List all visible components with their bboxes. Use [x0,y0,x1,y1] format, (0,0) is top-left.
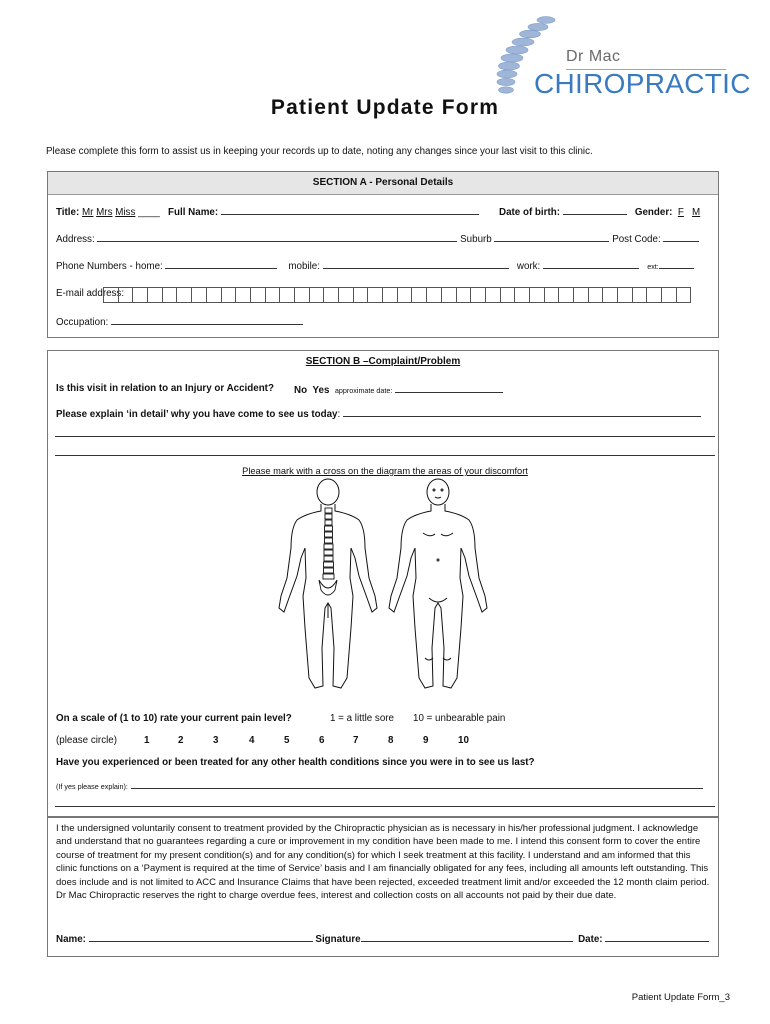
occupation-field[interactable] [111,315,303,325]
pain-scale-7[interactable]: 7 [353,735,359,746]
name-field[interactable] [89,932,313,942]
home-label: - home: [129,261,163,272]
title-label: Title: [56,207,80,218]
pain-scale-5[interactable]: 5 [284,735,290,746]
pain-scale-6[interactable]: 6 [319,735,325,746]
dob-field[interactable] [563,205,627,215]
other-conditions-question: Have you experienced or been treated for any other health conditions since you were in to see us last? [56,757,535,768]
injury-yes-option[interactable]: Yes [312,385,330,396]
full-name-label: Full Name: [168,207,219,218]
other-conditions-field-1[interactable] [131,779,703,789]
intro-text: Please complete this form to assist us in keeping your records up to date, noting any changes since your last visit to this clinic. [46,146,593,157]
title-option-mr[interactable]: Mr [81,207,94,218]
body-back-figure [279,479,377,688]
email-label: E-mail address: [56,288,125,299]
signature-row [56,932,709,945]
logo-text-chiropractic: CHIROPRACTIC [534,68,751,99]
other-conditions-field-2[interactable] [55,806,715,807]
clinic-logo [488,12,751,99]
pain-scale-1[interactable]: 1 [144,735,150,746]
approx-date-field[interactable] [395,383,503,393]
email-input-grid[interactable] [103,287,691,303]
dob-gender-row [499,205,700,218]
pain-scale-10[interactable]: 10 [458,735,469,746]
pain-high-label: 10 = unbearable pain [413,713,506,724]
logo-text-drmac: Dr Mac [566,48,621,65]
section-a-heading: SECTION A - Personal Details [48,172,718,195]
mobile-phone-field[interactable] [323,259,509,269]
pain-scale-3[interactable]: 3 [213,735,219,746]
section-b-heading: SECTION B –Complaint/Problem [48,351,718,373]
occupation-row [56,315,303,328]
explain-field-line-3[interactable] [55,455,715,456]
pain-scale-8[interactable]: 8 [388,735,394,746]
title-option-mrs[interactable]: Mrs [96,207,113,218]
suburb-field[interactable] [494,232,609,242]
home-phone-field[interactable] [165,259,277,269]
pain-scale-9[interactable]: 9 [423,735,429,746]
mobile-label: mobile: [288,261,320,272]
full-name-field[interactable] [221,205,479,215]
section-a-box [47,171,719,338]
title-row [56,205,479,218]
dob-label: Date of birth: [499,207,560,218]
injury-no-option[interactable]: No [294,385,308,396]
pain-low-label: 1 = a little sore [330,713,394,724]
title-option-miss[interactable]: Miss [115,207,136,218]
explain-field-line-1[interactable] [343,407,701,417]
address-label: Address: [56,234,95,245]
approx-date-label: approximate date: [334,386,393,395]
gender-label: Gender: [634,207,673,218]
ext-label: ext: [647,262,659,271]
gender-option-m[interactable]: M [692,207,701,218]
footer-form-id: Patient Update Form_3 [631,992,730,1003]
gender-option-f[interactable]: F [677,207,684,218]
signature-label: Signature [315,934,361,945]
work-label: work: [516,261,541,272]
pain-scale-2[interactable]: 2 [178,735,184,746]
diagram-caption: Please mark with a cross on the diagram the areas of your discomfort [242,466,528,476]
explain-row: Please explain ‘in detail’ why you have come to see us today: [56,407,701,420]
address-field[interactable] [97,232,457,242]
explain-field-line-2[interactable] [55,436,715,437]
consent-text: I the undersigned voluntarily consent to treatment provided by the Chiropractic physician as is necessary in his/her professional judgment. I acknowledge and understand that no guarantees regarding a cure or improvement in my condition have been made to me. I intend this consent form to cover the entire course of treatment for my present condition(s) and for any condition(s) for which I seek treatment at this facility. I understand and am informed that this clinic functions on a ‘Payment is required at the time of Service’ basis and I am financially obligated for any fees, including all amounts left outstanding. This does include and is not limited to ACC and Insurance Claims that have been rejected, exceeded treatment limit and/or exceeded the 12 month claim period. Dr Mac Chiropractic reserves the right to charge overdue fees, interest and collection costs on all accounts not paid by their due date. [56,823,710,902]
postcode-field[interactable] [663,232,699,242]
if-yes-label: (If yes please explain): [56,782,128,791]
phone-row [56,259,694,272]
postcode-label: Post Code: [612,234,661,245]
date-field[interactable] [605,932,709,942]
injury-answer-row [294,383,503,396]
body-front-figure [389,479,487,688]
signature-field[interactable] [361,932,573,942]
phone-label: Phone Numbers [56,261,127,272]
if-yes-row [56,779,703,792]
title-other-blank[interactable]: ____ [138,207,160,218]
explain-label: Please explain ‘in detail’ why you have come to see us today [56,409,338,420]
pain-question: On a scale of (1 to 10) rate your current pain level? [56,713,292,724]
occupation-label: Occupation: [56,317,109,328]
date-label: Date: [578,934,603,945]
name-label: Name: [56,934,86,945]
page-title: Patient Update Form [270,96,500,119]
suburb-label: Suburb [460,234,492,245]
work-phone-field[interactable] [543,259,639,269]
ext-field[interactable] [659,259,694,269]
please-circle-label: (please circle) [56,735,117,746]
injury-question: Is this visit in relation to an Injury or Accident? [56,383,274,394]
body-diagram[interactable] [275,478,500,698]
address-row [56,232,699,245]
pain-scale-4[interactable]: 4 [249,735,255,746]
